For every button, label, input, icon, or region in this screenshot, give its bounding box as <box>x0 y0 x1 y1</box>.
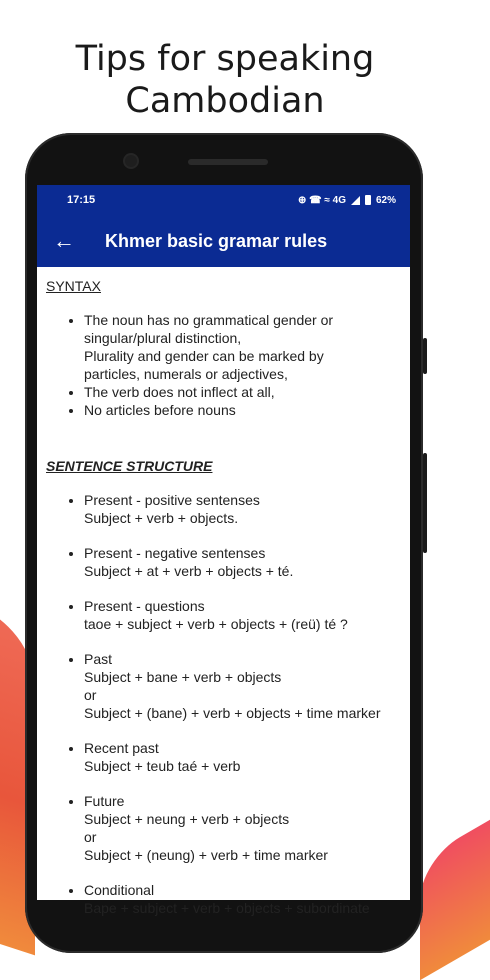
earpiece-speaker <box>188 159 268 165</box>
section-heading-sentence-structure: SENTENCE STRUCTURE <box>46 458 213 474</box>
phone-side-button-volume <box>423 453 427 553</box>
list-item <box>84 401 400 419</box>
list-item-line: or <box>84 687 97 703</box>
list-item-line: • Conditional <box>84 882 155 898</box>
list-item-line: • Past <box>84 651 113 667</box>
syntax-list <box>46 311 400 419</box>
list-item-line: Subject + neung + verb + objects <box>84 811 290 827</box>
promo-title <box>0 38 450 122</box>
list-item-line: Subject + bane + verb + objects <box>84 669 282 685</box>
signal-icon <box>351 196 360 205</box>
list-item-line: taoe + subject + verb + objects + (reü) té ? <box>84 616 348 632</box>
list-item-line: singular/plural distinction, <box>84 330 242 346</box>
battery-percentage: 62% <box>375 194 396 206</box>
list-item <box>84 792 400 864</box>
list-item-line: Subject + (neung) + verb + time marker <box>84 847 328 863</box>
list-item <box>84 881 400 917</box>
app-bar <box>37 215 410 267</box>
list-item-line: or <box>84 829 97 845</box>
promo-title-line-1: Tips for speaking <box>75 39 375 79</box>
promo-title-line-2: Cambodian <box>125 81 325 121</box>
status-bar <box>37 185 410 215</box>
content-area[interactable] <box>37 267 410 917</box>
list-item-line: • Present - negative sentenses <box>84 545 266 561</box>
battery-icon <box>365 195 371 205</box>
list-item-line: • Recent past <box>84 740 159 756</box>
list-item-line: • No articles before nouns <box>84 402 236 418</box>
list-item-line: Bape + subject + verb + objects + subordinate <box>84 900 370 916</box>
list-item-line: particles, numerals or adjectives, <box>84 366 288 382</box>
decorative-shape-right <box>420 820 490 980</box>
list-item-line: • Future <box>84 793 125 809</box>
front-camera <box>125 155 137 167</box>
list-item-line: Plurality and gender can be marked by <box>84 348 324 364</box>
list-item-line: Subject + verb + objects. <box>84 510 239 526</box>
section-heading-syntax: SYNTAX <box>46 278 101 294</box>
status-icons-text: ⊕ ☎ ≈ 4G <box>297 194 346 206</box>
list-item <box>84 544 400 580</box>
list-item <box>84 383 400 401</box>
list-item-line: • The verb does not inflect at all, <box>84 384 275 400</box>
list-item <box>84 597 400 633</box>
phone-side-button-top <box>423 338 427 374</box>
phone-screen <box>37 185 410 916</box>
status-icons <box>298 195 396 206</box>
list-item <box>84 491 400 527</box>
list-item-line: • The noun has no grammatical gender or <box>84 312 334 328</box>
list-item-line: Subject + teub taé + verb <box>84 758 241 774</box>
list-item-line: • Present - positive sentenses <box>84 492 260 508</box>
list-item <box>84 739 400 775</box>
list-item-line: Subject + (bane) + verb + objects + time marker <box>84 705 381 721</box>
page-title: Khmer basic gramar rules <box>105 230 328 251</box>
list-item-line: • Present - questions <box>84 598 205 614</box>
list-item <box>84 311 400 383</box>
status-time: 17:15 <box>67 194 96 206</box>
back-arrow-icon[interactable]: ← <box>53 228 75 253</box>
list-item <box>84 650 400 722</box>
sentence-structure-list <box>46 491 400 917</box>
list-item-line: Subject + at + verb + objects + té. <box>84 563 294 579</box>
